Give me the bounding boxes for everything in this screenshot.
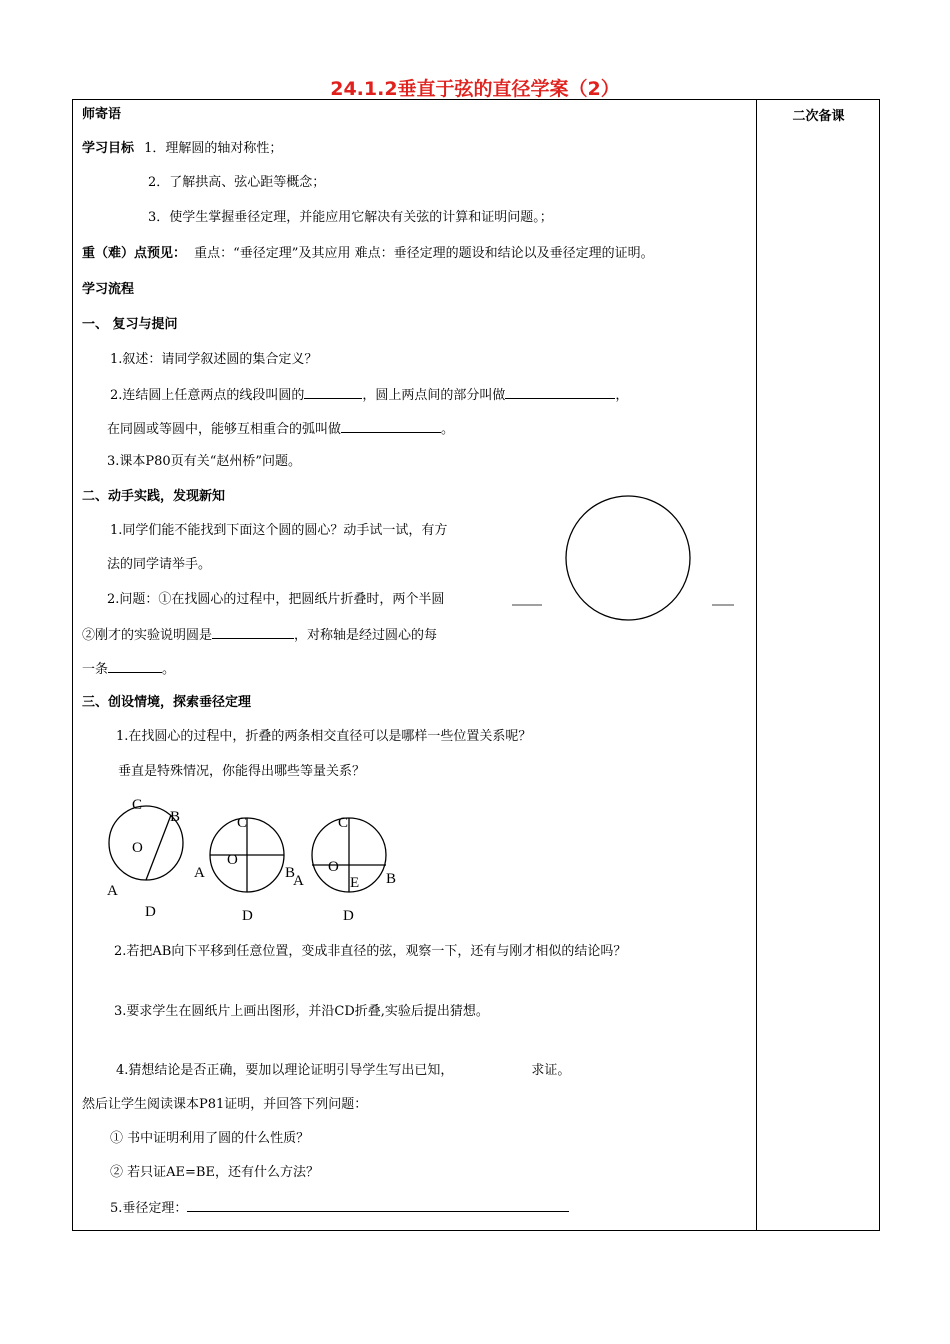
label-c-1: C bbox=[132, 797, 143, 813]
goal-2: 2．了解拱高、弦心距等概念； bbox=[148, 175, 326, 190]
label-o-2: O bbox=[227, 852, 238, 868]
q2-text-d: 在同圆或等圆中，能够互相重合的弧叫做 bbox=[107, 422, 342, 437]
goals-label: 学习目标 bbox=[82, 141, 135, 156]
section-3-heading: 三、创设情境，探索垂径定理 bbox=[82, 695, 252, 710]
q2-text-c: ， bbox=[615, 388, 629, 403]
theorem-label: 5.垂径定理： bbox=[110, 1201, 188, 1216]
practice-1a: 1.同学们能不能找到下面这个圆的圆心？动手试一试，有方 bbox=[110, 523, 448, 538]
practice-4 bbox=[82, 659, 175, 679]
blank-line bbox=[187, 1198, 569, 1212]
label-c-3: C bbox=[338, 815, 349, 831]
review-question-3: 3.课本P80页有关“赵州桥”问题。 bbox=[107, 454, 301, 469]
p3-text: ②刚才的实验说明圆是 bbox=[82, 628, 213, 643]
review-question-2 bbox=[110, 385, 628, 405]
p4-text-b: 。 bbox=[162, 662, 176, 677]
label-d-2: D bbox=[242, 908, 253, 924]
practice-1b: 法的同学请举手。 bbox=[107, 557, 212, 572]
side-column-header: 二次备课 bbox=[792, 109, 845, 124]
practice-2: 2.问题：①在找圆心的过程中，把圆纸片折叠时，两个半圆 bbox=[107, 592, 445, 607]
review-question-1: 1.叙述：请同学叙述圆的集合定义？ bbox=[110, 352, 318, 367]
goal-3: 3．使学生掌握垂径定理，并能应用它解决有关弦的计算和证明问题。； bbox=[148, 210, 553, 225]
p3-text-b: ，对称轴是经过圆心的每 bbox=[294, 628, 438, 643]
section-2-heading: 二、动手实践，发现新知 bbox=[82, 489, 226, 504]
label-o-3: O bbox=[328, 859, 339, 875]
section-1-heading: 一、 复习与提问 bbox=[82, 317, 178, 332]
explore-1b: 垂直是特殊情况，你能得出哪些等量关系？ bbox=[118, 764, 366, 779]
p4-text: 一条 bbox=[82, 662, 109, 677]
explore-1: 1.在找圆心的过程中，折叠的两条相交直径可以是哪样一些位置关系呢？ bbox=[116, 729, 532, 744]
blank-line bbox=[212, 625, 294, 639]
label-c-2: C bbox=[237, 815, 248, 831]
label-b-2: B bbox=[285, 865, 296, 881]
label-d-1: D bbox=[145, 904, 156, 920]
label-b-1: B bbox=[170, 809, 181, 825]
blank-line bbox=[304, 385, 362, 399]
label-b-3: B bbox=[386, 871, 397, 887]
explore-4-text-b: 求证。 bbox=[531, 1063, 571, 1078]
goal-1-text: 1．理解圆的轴对称性； bbox=[144, 141, 283, 156]
perpendicular-diameter-theorem bbox=[110, 1198, 569, 1218]
diameter-cd-1 bbox=[146, 815, 171, 880]
key-label: 重（难）点预见： bbox=[82, 246, 187, 261]
explore-question-1: ① 书中证明利用了圆的什么性质？ bbox=[110, 1131, 310, 1146]
label-a-3: A bbox=[293, 873, 304, 889]
label-e-3: E bbox=[350, 875, 360, 891]
q2-text-a: 2.连结圆上任意两点的线段叫圆的 bbox=[110, 388, 305, 403]
label-d-3: D bbox=[343, 908, 354, 924]
blank-line bbox=[505, 385, 615, 399]
blank-line bbox=[108, 659, 162, 673]
practice-3 bbox=[82, 625, 437, 645]
big-circle-figure bbox=[500, 495, 750, 625]
key-points bbox=[82, 245, 654, 263]
flow-heading: 学习流程 bbox=[82, 282, 135, 297]
q2-text-b: ，圆上两点间的部分叫做 bbox=[362, 388, 506, 403]
explore-5: 然后让学生阅读课本P81证明，并回答下列问题： bbox=[82, 1097, 368, 1112]
explore-question-2: ② 若只证AE=BE，还有什么方法？ bbox=[110, 1165, 319, 1180]
label-o-1: O bbox=[132, 840, 143, 856]
label-a-1: A bbox=[107, 883, 118, 899]
explore-4 bbox=[116, 1062, 570, 1080]
explore-2: 2.若把AB向下平移到任意位置，变成非直径的弦，观察一下，还有与刚才相似的结论吗？ bbox=[114, 944, 627, 959]
key-text: 重点：“垂径定理”及其应用 难点：垂径定理的题设和结论以及垂径定理的证明。 bbox=[194, 246, 654, 261]
blank-line bbox=[341, 419, 441, 433]
goal-1 bbox=[82, 140, 282, 158]
q2-text-e: 。 bbox=[441, 422, 455, 437]
review-question-2-cont bbox=[107, 419, 454, 439]
explore-3: 3.要求学生在圆纸片上画出图形，并沿CD折叠,实验后提出猜想。 bbox=[114, 1004, 489, 1019]
column-divider bbox=[756, 99, 757, 1231]
page-title: 24.1.2垂直于弦的直径学案（2） bbox=[330, 78, 620, 100]
label-a-2: A bbox=[194, 865, 205, 881]
three-circle-diagrams bbox=[100, 792, 420, 927]
explore-4-text-a: 4.猜想结论是否正确，要加以理论证明引导学生写出已知， bbox=[116, 1063, 454, 1078]
teacher-message-label: 师寄语 bbox=[82, 107, 122, 122]
paper-circle bbox=[566, 496, 690, 620]
